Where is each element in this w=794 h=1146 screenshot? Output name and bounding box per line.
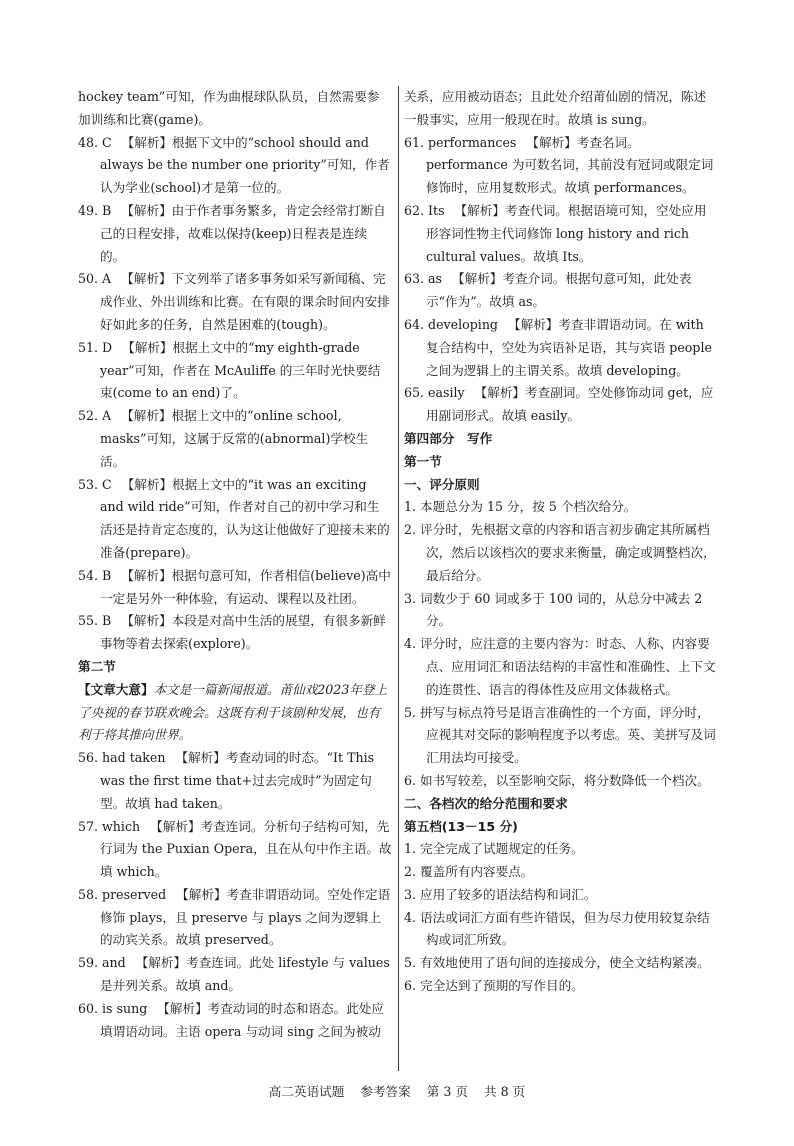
item-explanation: 【解析】考查副词。空处修饰动词 get，应用副词形式。故填 easily。 [426, 385, 714, 424]
item-number: 52. [78, 408, 99, 424]
footer-page-number: 第 3 页 [426, 1084, 468, 1099]
answer-item [78, 337, 392, 405]
item-explanation: 【解析】根据上文中的“it was an exciting and wild ride”可知，作者对自己的初中学习和生活还是持肯定态度的，认为这让他做好了迎接未来的准备(prepare)。 [100, 476, 390, 560]
section-heading: 第五档(13－15 分) [404, 818, 518, 834]
item-answer: performances [428, 134, 517, 150]
item-explanation: 【解析】由于作者事务繁多，肯定会经常打断自己的日程安排，故难以保持(keep)日程表是连续的。 [100, 202, 386, 264]
answer-item [78, 747, 392, 815]
item-answer: had taken [102, 750, 166, 766]
section-heading: 第四部分 写作 [404, 430, 493, 446]
item-explanation: 评分时，应注意的主要内容为：时态、人称、内容要点、应用词汇和语法结构的丰富性和准确性、上下文的连贯性、语言的得体性及应用文体裁格式。 [420, 636, 716, 697]
answer-item [78, 405, 392, 473]
footer-total-pages: 共 8 页 [483, 1084, 526, 1099]
item-number: 62. [404, 202, 425, 218]
answer-item [404, 702, 716, 770]
item-answer: C [102, 134, 112, 150]
item-answer: is sung [102, 1000, 148, 1016]
item-explanation: 词数少于 60 词或多于 100 词的，从总分中减去 2 分。 [420, 590, 703, 629]
item-explanation: 完全达到了预期的写作目的。 [420, 978, 584, 994]
item-number: 61. [404, 134, 425, 150]
answer-item [404, 838, 716, 861]
item-number: 2. [404, 864, 417, 880]
answer-item [78, 998, 392, 1044]
item-answer: easily [428, 385, 465, 401]
item-number: 53. [78, 476, 99, 492]
summary-text: 本文是一篇新闻报道。莆仙戏2023年登上了央视的春节联欢晚会。这既有利于该剧种发展，也有利于将其推向世界。 [78, 681, 388, 743]
item-explanation: 【解析】根据上文中的“my eighth-grade year”可知，作者在 McAuliffe 的三年时光快要结束(come to an end)了。 [100, 339, 381, 401]
answer-item [404, 132, 716, 200]
item-explanation: 【解析】考查名词。performance 为可数名词，其前没有冠词或限定词修饰时，应用复数形式。故填 performances。 [426, 134, 714, 196]
item-number: 59. [78, 955, 99, 971]
item-explanation: 【解析】下文列举了诸多事务如采写新闻稿、完成作业、外出训练和比赛。在有限的课余时间内安排好如此多的任务，自然是困难的(tough)。 [100, 271, 390, 332]
item-answer: developing [428, 316, 498, 332]
column-divider [398, 86, 399, 1071]
item-number: 3. [404, 590, 417, 606]
item-answer: A [102, 271, 112, 287]
item-number: 57. [78, 818, 99, 834]
item-explanation: 【解析】本段是对高中生活的展望，有很多新鲜事物等着去探索(explore)。 [100, 613, 386, 652]
item-number: 65. [404, 385, 425, 401]
answer-item [404, 200, 716, 268]
item-explanation: 评分时，先根据文章的内容和语言初步确定其所属档次，然后以该档次的要求来衡量，确定或调整档次，最后给分。 [420, 522, 716, 583]
item-number: 4. [404, 636, 417, 652]
item-number: 5. [404, 704, 417, 720]
answer-item [404, 884, 716, 907]
footer-subject: 高二英语试题 [268, 1084, 345, 1099]
item-number: 3. [404, 886, 417, 902]
answer-item [78, 952, 392, 998]
item-explanation: 覆盖所有内容要点。 [420, 864, 534, 880]
section-heading: 一、评分原则 [404, 476, 480, 492]
item-explanation: 【解析】考查代词。根据语境可知，空处应用形容词性物主代词修饰 long history and rich cultural values。故填 Its。 [426, 202, 707, 264]
item-number: 64. [404, 316, 425, 332]
page-footer [0, 1081, 794, 1104]
item-number: 56. [78, 750, 99, 766]
answer-item [404, 633, 716, 701]
item-number: 2. [404, 522, 417, 538]
answer-item [404, 588, 716, 634]
answer-item [78, 565, 392, 611]
item-explanation: 【解析】考查非谓语动词。空处作定语修饰 plays，且 preserve 与 plays 之间为逻辑上的动宾关系。故填 preserved。 [100, 886, 391, 948]
footer-doc-type: 参考答案 [360, 1084, 411, 1099]
section-heading: 二、各档次的给分范围和要求 [404, 795, 568, 811]
item-explanation: 【解析】考查介词。根据句意可知，此处表示“作为”。故填 as。 [426, 271, 692, 310]
answer-item [404, 975, 716, 998]
item-number: 51. [78, 339, 99, 355]
item-answer: which [102, 818, 141, 834]
item-number: 60. [78, 1000, 99, 1016]
continued-text: 关系，应用被动语态；且此处介绍莆仙剧的情况，陈述一般事实，应用一般现在时。故填 is sung。 [404, 89, 707, 127]
answer-item [404, 382, 716, 428]
answer-item [404, 952, 716, 975]
answer-item [78, 610, 392, 656]
item-answer: and [102, 955, 126, 971]
answer-item [404, 268, 716, 314]
item-number: 48. [78, 134, 99, 150]
item-number: 50. [78, 271, 99, 287]
item-explanation: 【解析】考查动词的时态。“It This was the first time that+过去完成时”为固定句型。故填 had taken。 [100, 750, 375, 811]
continued-text: hockey team”可知，作为曲棍球队队员，自然需要参加训练和比赛(game)。 [78, 89, 380, 127]
answer-item [404, 907, 716, 953]
item-explanation: 【解析】考查非谓语动词。在 with 复合结构中，空处为宾语补足语，其与宾语 people 之间为逻辑上的主谓关系。故填 developing。 [426, 316, 712, 378]
item-explanation: 【解析】考查连词。分析句子结构可知，先行词为 the Puxian Opera，且在从句中作主语。故填 which。 [100, 818, 392, 880]
item-number: 1. [404, 499, 417, 515]
answer-item [404, 496, 716, 519]
item-explanation: 如书写较差，以至影响交际，将分数降低一个档次。 [420, 772, 710, 788]
item-explanation: 拼写与标点符号是语言准确性的一个方面，评分时，应视其对交际的影响程度予以考虑。英、美拼写及词汇用法均可接受。 [420, 704, 716, 766]
article-summary [78, 679, 392, 747]
item-explanation: 本题总分为 15 分，按 5 个档次给分。 [420, 499, 637, 515]
answer-item [404, 314, 716, 382]
item-number: 49. [78, 202, 99, 218]
item-answer: C [102, 476, 112, 492]
item-explanation: 【解析】根据下文中的“school should and always be the number one priority”可知，作者认为学业(school)才是第一位的。 [100, 134, 390, 196]
item-number: 5. [404, 955, 417, 971]
item-number: 58. [78, 886, 99, 902]
item-number: 63. [404, 271, 425, 287]
item-explanation: 完全完成了试题规定的任务。 [420, 841, 584, 857]
section-heading: 第一节 [404, 453, 442, 469]
item-answer: preserved [102, 886, 167, 902]
item-answer: Its [428, 202, 445, 218]
item-number: 6. [404, 978, 417, 994]
item-answer: B [102, 613, 112, 629]
item-explanation: 【解析】根据上文中的“online school, masks”可知，这属于反常的(abnormal)学校生活。 [100, 408, 369, 469]
answer-item [78, 884, 392, 952]
item-number: 4. [404, 909, 417, 925]
item-answer: B [102, 567, 112, 583]
item-explanation: 【解析】根据句意可知，作者相信(believe)高中一定是另外一种体验，有运动、课程以及社团。 [100, 567, 391, 606]
item-answer: as [428, 271, 443, 287]
item-number: 55. [78, 613, 99, 629]
answer-item [78, 200, 392, 268]
item-explanation: 语法或词汇方面有些许错误，但为尽力使用较复杂结构或词汇所致。 [420, 909, 710, 948]
answer-item [78, 132, 392, 200]
item-explanation: 应用了较多的语法结构和词汇。 [420, 886, 597, 902]
summary-tag: 【文章大意】 [78, 681, 154, 697]
answer-item [404, 861, 716, 884]
left-column [78, 86, 392, 1043]
item-answer: A [102, 408, 112, 424]
answer-item [404, 770, 716, 793]
item-answer: B [102, 202, 112, 218]
answer-item [404, 519, 716, 587]
item-number: 1. [404, 841, 417, 857]
answer-item [78, 816, 392, 884]
answer-item [78, 474, 392, 565]
item-number: 54. [78, 567, 99, 583]
item-explanation: 【解析】考查动词的时态和语态。此处应填谓语动词。主语 opera 与动词 sing 之间为被动 [100, 1000, 384, 1039]
item-explanation: 【解析】考查连词。此处 lifestyle 与 values 是并列关系。故填 and。 [100, 955, 390, 994]
item-number: 6. [404, 772, 417, 788]
section-heading: 第二节 [78, 658, 116, 674]
answer-item [78, 268, 392, 336]
right-column [404, 86, 716, 998]
item-explanation: 有效地使用了语句间的连接成分，使全文结构紧凑。 [420, 955, 710, 971]
item-answer: D [102, 339, 113, 355]
